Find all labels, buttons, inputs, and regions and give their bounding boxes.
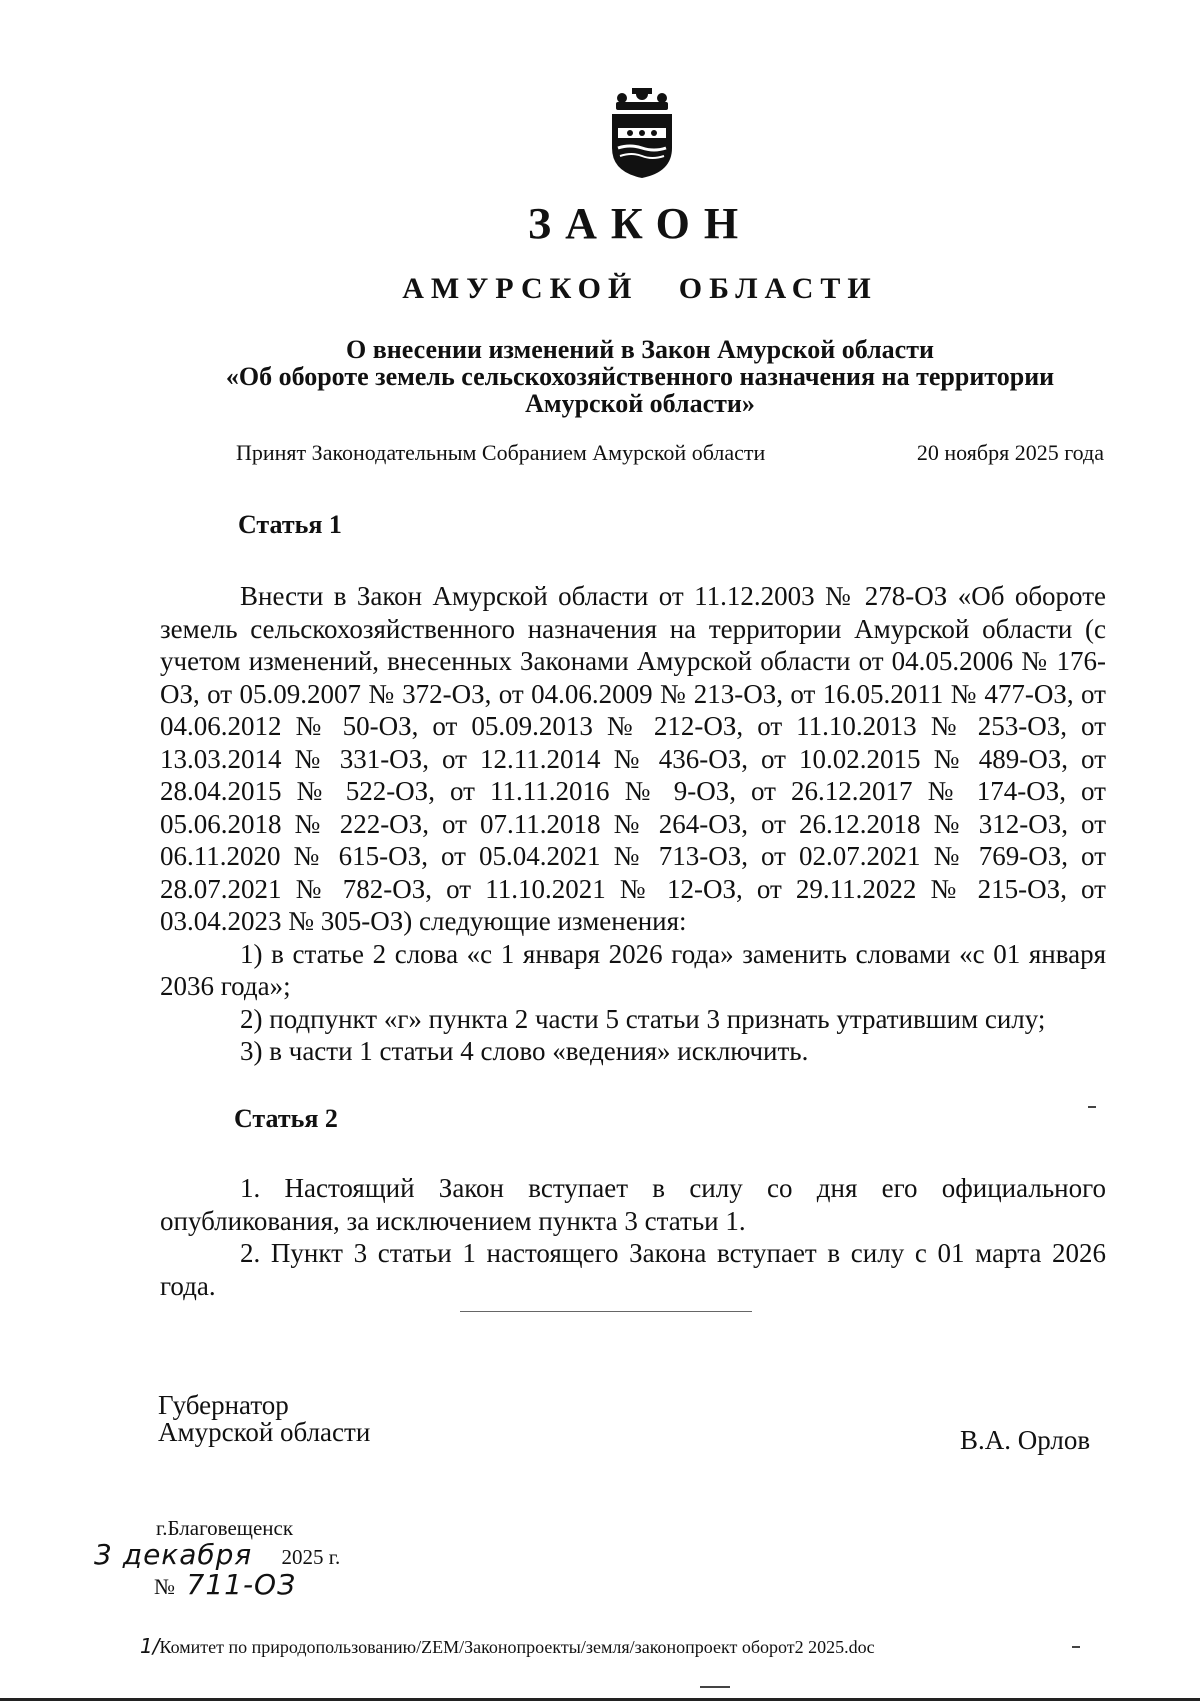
law-title-line: О внесении изменений в Закон Амурской области (346, 335, 934, 364)
scan-speck (1088, 1106, 1096, 1108)
law-number (154, 1568, 296, 1601)
scan-speck (1072, 1646, 1080, 1648)
number-sign: № (154, 1574, 175, 1599)
signing-date (94, 1538, 340, 1571)
article-1-body (160, 580, 1106, 1068)
article-1-intro: Внести в Закон Амурской области от 11.12.2003 № 278-ОЗ «Об обороте земель сельскохозяйственного назначения на территории Амурской области (с учетом изменений, внесенных Законами Амурской области от 04.05.2006 № 176-ОЗ, от 05.09.2007 № 372-ОЗ, от 04.06.2009 № 213-ОЗ, от 16.05.2011 № 477-ОЗ, от 04.06.2012 № 50-ОЗ, от 05.09.2013 № 212-ОЗ, от 11.10.2013 № 253-ОЗ, от 13.03.2014 № 331-ОЗ, от 12.11.2014 № 436-ОЗ, от 10.02.2015 № 489-ОЗ, от 28.04.2015 № 522-ОЗ, от 11.11.2016 № 9-ОЗ, от 26.12.2017 № 174-ОЗ, от 05.06.2018 № 222-ОЗ, от 07.11.2018 № 264-ОЗ, от 26.12.2018 № 312-ОЗ, от 06.11.2020 № 615-ОЗ, от 05.04.2021 № 713-ОЗ, от 02.07.2021 № 769-ОЗ, от 28.07.2021 № 782-ОЗ, от 11.10.2021 № 12-ОЗ, от 29.11.2022 № 215-ОЗ, от 03.04.2023 № 305-ОЗ) следующие изменения: (160, 581, 1106, 936)
city: г.Благовещенск (156, 1516, 294, 1540)
law-title-line: «Об обороте земель сельскохозяйственного назначения на территории (225, 362, 1055, 391)
handwritten-number: 711-ОЗ (186, 1568, 297, 1601)
law-title-line: Амурской области» (525, 389, 755, 418)
region-heading: АМУРСКОЙ ОБЛАСТИ (402, 272, 878, 305)
file-path-footer (140, 1634, 875, 1658)
article-2-heading: Статья 2 (234, 1104, 338, 1133)
signatory-title: Губернатор (158, 1390, 289, 1420)
adoption-line (236, 440, 1104, 466)
article-2-item-1: 1. Настоящий Закон вступает в силу со дня его официального опубликования, за исключением пункта 3 статьи 1. (160, 1173, 1106, 1236)
document-type-heading: ЗАКОН (527, 199, 753, 248)
end-rule (460, 1311, 752, 1312)
article-2-body (160, 1172, 1106, 1302)
article-1-heading: Статья 1 (238, 510, 342, 539)
adopted-by: Принят Законодательным Собранием Амурской области (236, 440, 766, 465)
article-1-item-1: 1) в статье 2 слова «с 1 января 2026 года» заменить словами «с 01 января 2036 года»; (160, 938, 1106, 1001)
footer-hand-mark: 1/ (140, 1634, 160, 1658)
signatory-position (158, 1392, 370, 1446)
footer-path: Комитет по природопользованию/ZEM/Законопроекты/земля/законопроект оборот2 2025.doc (159, 1637, 875, 1657)
scan-page-edge (0, 1698, 1200, 1701)
scan-speck (700, 1686, 730, 1688)
article-1-item-3: 3) в части 1 статьи 4 слово «ведения» исключить. (240, 1036, 809, 1066)
signatory-region: Амурской области (158, 1417, 371, 1447)
adopted-date: 20 ноября 2025 года (916, 440, 1104, 465)
handwritten-date: 3 декабря (94, 1538, 253, 1571)
signing-year: 2025 г. (281, 1545, 341, 1569)
article-1-item-2: 2) подпункт «г» пункта 2 части 5 статьи 3 признать утратившим силу; (240, 1003, 1046, 1034)
law-title (160, 336, 1120, 417)
article-2-item-2: 2. Пункт 3 статьи 1 настоящего Закона вступает в силу с 01 марта 2026 года. (160, 1238, 1106, 1301)
signatory-name: В.А. Орлов (960, 1425, 1091, 1455)
coat-of-arms-icon (602, 88, 682, 180)
